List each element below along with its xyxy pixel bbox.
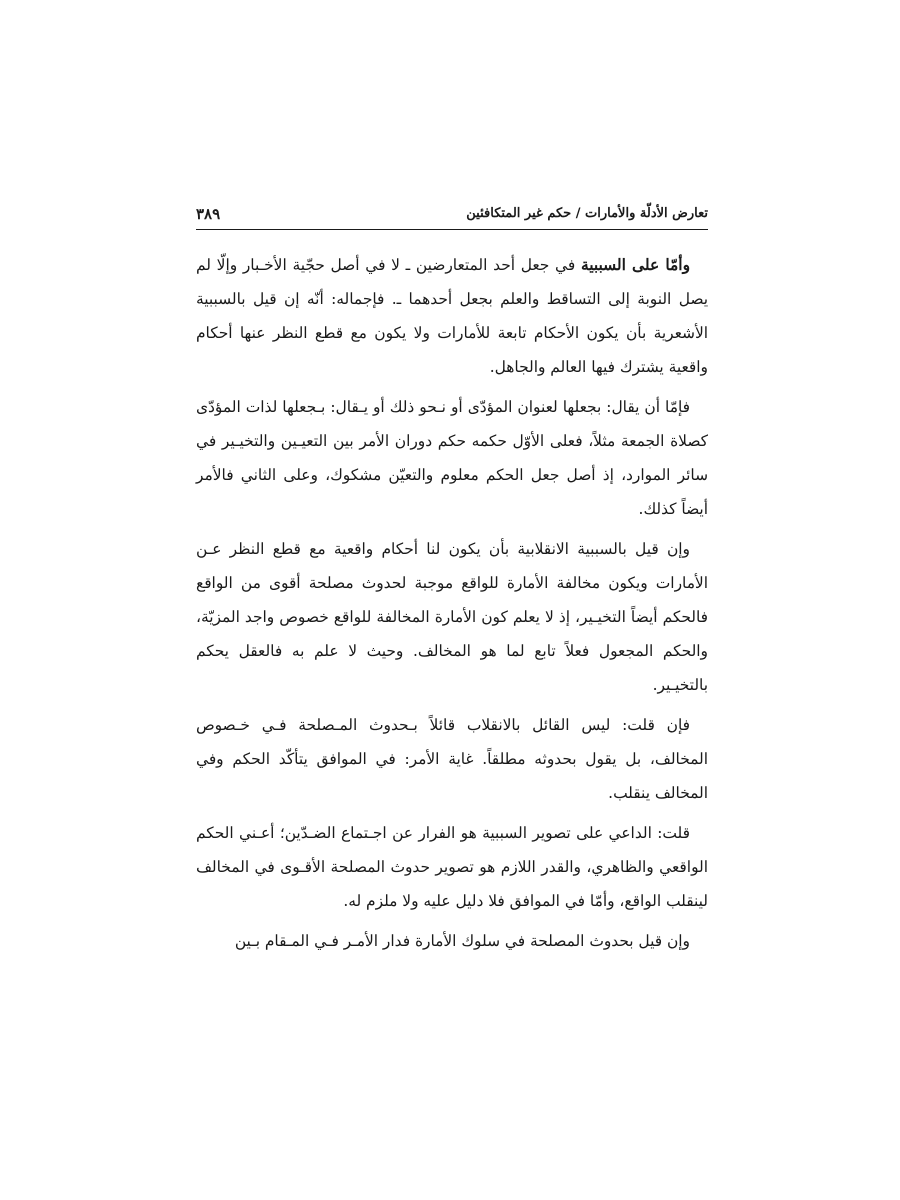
page-number: ٣٨٩ <box>196 205 221 223</box>
paragraph <box>196 816 708 918</box>
paragraph-text: وإن قيل بحدوث المصلحة في سلوك الأمارة فدار الأمـر فـي المـقام بـين <box>234 932 690 950</box>
paragraph-text: فإن قلت: ليس القائل بالانقلاب قائلاً بـحدوث المـصلحة فـي خـصوص المخالف، بل يقول بحدوثه مطلقاً. غاية الأمر: في الموافق يتأكّد الحكم وفي المخالف ينقلب. <box>196 716 708 802</box>
paragraph-lead: وأمّا على السببية <box>580 256 691 274</box>
paragraph-text: قلت: الداعي على تصوير السببية هو الفرار عن اجـتماع الضـدّين؛ أعـني الحكم الواقعي والظاهري، والقدر اللازم هو تصوير حدوث المصلحة الأقـوى في المخالف لينقلب الواقع، وأمّا في الموافق فلا دليل عليه ولا ملزم له. <box>196 824 708 910</box>
header-rule <box>196 229 708 230</box>
paragraph <box>196 708 708 810</box>
paragraph <box>196 390 708 526</box>
paragraph <box>196 924 708 958</box>
paragraph-text: وإن قيل بالسببية الانقلابية بأن يكون لنا أحكام واقعية مع قطع النظر عـن الأمارات ويكون مخالفة الأمارة للواقع موجبة لحدوث مصلحة أقوى من الواقع فالحكم أيضاً التخيـير، إذ لا يعلم كون الأمارة المخالفة للواقع خصوص واجد المزيّة، والحكم المجعول فعلاً تابع لما هو المخالف. وحيث لا علم به فالعقل يحكم بالتخيـير. <box>196 540 708 694</box>
running-title: تعارض الأدلّة والأمارات / حكم غير المتكافئين <box>466 206 708 221</box>
body-text <box>196 248 708 964</box>
paragraph-text: فإمّا أن يقال: بجعلها لعنوان المؤدّى أو نـحو ذلك أو يـقال: بـجعلها لذات المؤدّى كصلاة الجمعة مثلاً، فعلى الأوّل حكمه حكم دوران الأمر بين التعيـين والتخيـير في سائر الموارد، إذ أصل جعل الحكم معلوم والتعيّن مشكوك، وعلى الثاني فالأمر أيضاً كذلك. <box>196 398 708 518</box>
paragraph-text: في جعل أحد المتعارضين ـ لا في أصل حجّية الأخـبار وإلّا لم يصل النوبة إلى التساقط والعلم بجعل أحدهما ـ. فإجماله: أنّه إن قيل بالسببية الأشعرية بأن يكون الأحكام تابعة للأمارات ولا يكون مع قطع النظر عنها أحكام واقعية يشترك فيها العالم والجاهل. <box>196 256 708 376</box>
running-header <box>196 203 708 229</box>
paragraph <box>196 532 708 702</box>
paragraph <box>196 248 708 384</box>
